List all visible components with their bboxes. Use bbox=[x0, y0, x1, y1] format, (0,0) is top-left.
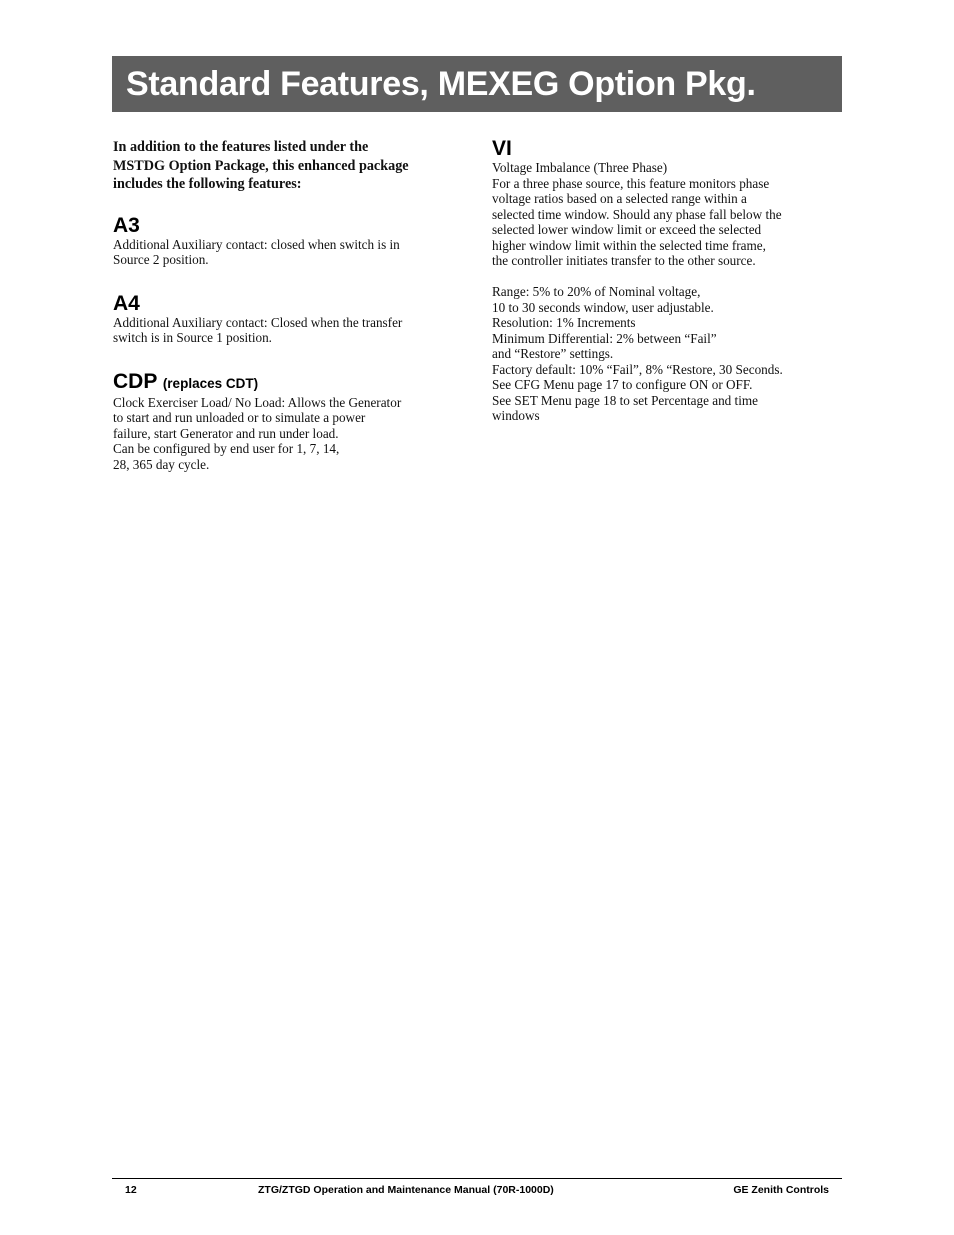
body-line: higher window limit within the selected time frame, bbox=[492, 237, 766, 253]
body-line: 28, 365 day cycle. bbox=[113, 456, 210, 472]
detail-line: Resolution: 1% Increments bbox=[492, 315, 636, 330]
body-line: Source 2 position. bbox=[113, 252, 209, 267]
paragraph-gap bbox=[492, 269, 837, 285]
section-heading-vi: VI bbox=[492, 137, 512, 160]
footer-divider bbox=[112, 1178, 842, 1179]
detail-line: See SET Menu page 18 to set Percentage and time bbox=[492, 392, 758, 408]
intro-line: MSTDG Option Package, this enhanced package bbox=[113, 157, 409, 174]
body-line: selected time window. Should any phase fall below the bbox=[492, 206, 782, 222]
body-line: For a three phase source, this feature monitors phase bbox=[492, 175, 770, 191]
intro-line: includes the following features: bbox=[113, 176, 302, 192]
body-line: Clock Exerciser Load/ No Load: Allows the Generator bbox=[113, 394, 402, 410]
detail-line: Factory default: 10% “Fail”, 8% “Restore, 30 Seconds. bbox=[492, 361, 783, 377]
section-heading-cdp bbox=[113, 371, 458, 395]
body-line: the controller initiates transfer to the other source. bbox=[492, 253, 756, 268]
page-title: Standard Features, MEXEG Option Pkg. bbox=[126, 64, 756, 103]
section-body-a4 bbox=[113, 315, 458, 346]
section-cdp bbox=[113, 371, 458, 473]
detail-line: See CFG Menu page 17 to configure ON or OFF. bbox=[492, 377, 753, 392]
detail-line: Minimum Differential: 2% between “Fail” bbox=[492, 330, 717, 346]
body-line: to start and run unloaded or to simulate a power bbox=[113, 410, 366, 425]
body-line: Additional Auxiliary contact: Closed when the transfer bbox=[113, 314, 403, 330]
left-column bbox=[113, 138, 458, 472]
section-a3 bbox=[113, 215, 458, 268]
body-line: Can be configured by end user for 1, 7, 14, bbox=[113, 441, 340, 456]
intro-paragraph bbox=[113, 138, 458, 194]
detail-line: windows bbox=[492, 408, 540, 423]
section-a4 bbox=[113, 293, 458, 346]
footer-page-number: 12 bbox=[125, 1184, 137, 1196]
section-heading-a4: A4 bbox=[113, 291, 140, 315]
section-body-cdp bbox=[113, 395, 458, 473]
section-body-a3 bbox=[113, 237, 458, 268]
body-line: switch is in Source 1 position. bbox=[113, 330, 272, 345]
body-line: Additional Auxiliary contact: closed when switch is in bbox=[113, 236, 400, 252]
body-line: selected lower window limit or exceed the selected bbox=[492, 222, 762, 237]
footer-manual-title: ZTG/ZTGD Operation and Maintenance Manual (70R-1000D) bbox=[258, 1184, 554, 1196]
section-body-vi bbox=[492, 160, 837, 424]
section-heading-cdp-main: CDP bbox=[113, 369, 157, 393]
section-heading-a3: A3 bbox=[113, 213, 140, 237]
body-line: voltage ratios based on a selected range within a bbox=[492, 191, 747, 206]
detail-line: 10 to 30 seconds window, user adjustable. bbox=[492, 299, 714, 315]
title-banner bbox=[112, 56, 842, 112]
footer-company-name: GE Zenith Controls bbox=[733, 1184, 829, 1196]
intro-line: In addition to the features listed under the bbox=[113, 139, 369, 155]
detail-line: and “Restore” settings. bbox=[492, 346, 614, 361]
body-line: Voltage Imbalance (Three Phase) bbox=[492, 160, 668, 175]
section-subheading-cdp: (replaces CDT) bbox=[162, 375, 259, 391]
right-column bbox=[492, 138, 837, 424]
detail-line: Range: 5% to 20% of Nominal voltage, bbox=[492, 284, 701, 299]
section-vi bbox=[492, 138, 837, 424]
body-line: failure, start Generator and run under load. bbox=[113, 425, 339, 441]
